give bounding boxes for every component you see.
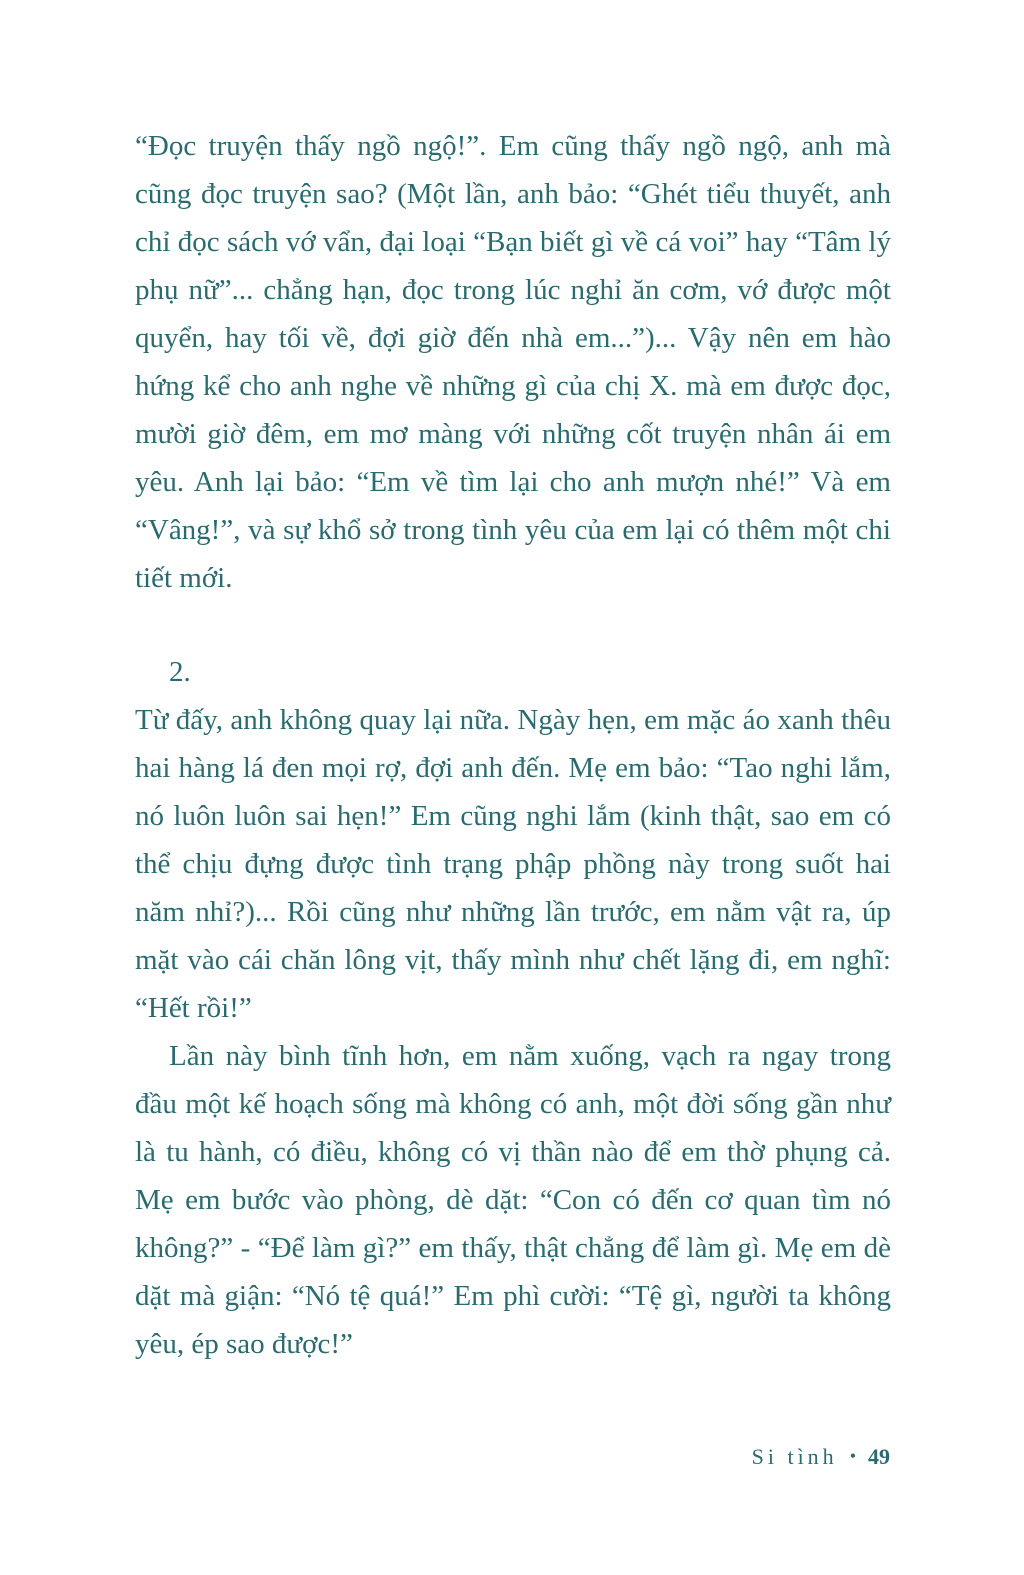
page-footer bbox=[752, 1444, 890, 1470]
paragraph: Lần này bình tĩnh hơn, em nằm xuống, vạch ra ngay trong đầu một kế hoạch sống mà không có anh, một đời sống gần như là tu hành, có điều, không có vị thần nào để em thờ phụng cả. Mẹ em bước vào phòng, dè dặt: “Con có đến cơ quan tìm nó không?” - “Để làm gì?” em thấy, thật chẳng để làm gì. Mẹ em dè dặt mà giận: “Nó tệ quá!” Em phì cười: “Tệ gì, người ta không yêu, ép sao được!” bbox=[135, 1040, 891, 1360]
section-number: 2. bbox=[169, 656, 191, 688]
paragraph: Từ đấy, anh không quay lại nữa. Ngày hẹn, em mặc áo xanh thêu hai hàng lá đen mọi rợ, đợi anh đến. Mẹ em bảo: “Tao nghi lắm, nó luôn luôn sai hẹn!” Em cũng nghi lắm (kinh thật, sao em có thể chịu đựng được tình trạng phập phồng này trong suốt hai năm nhỉ?)... Rồi cũng như những lần trước, em nằm vật ra, úp mặt vào cái chăn lông vịt, thấy mình như chết lặng đi, em nghĩ: “Hết rồi!” bbox=[135, 704, 891, 1024]
running-footer-title: Si tình bbox=[751, 1444, 838, 1469]
page-number: 49 bbox=[868, 1444, 890, 1469]
page-text-block bbox=[135, 122, 891, 1368]
footer-separator-bullet: • bbox=[849, 1446, 856, 1466]
paragraph-continuation: “Đọc truyện thấy ngồ ngộ!”. Em cũng thấy ngồ ngộ, anh mà cũng đọc truyện sao? (Một lần, anh bảo: “Ghét tiểu thuyết, anh chỉ đọc sách vớ vẩn, đại loại “Bạn biết gì về cá voi” hay “Tâm lý phụ nữ”... chẳng hạn, đọc trong lúc nghỉ ăn cơm, vớ được một quyển, hay tối về, đợi giờ đến nhà em...”)... Vậy nên em hào hứng kể cho anh nghe về những gì của chị X. mà em được đọc, mười giờ đêm, em mơ màng với những cốt truyện nhân ái em yêu. Anh lại bảo: “Em về tìm lại cho anh mượn nhé!” Và em “Vâng!”, và sự khổ sở trong tình yêu của em lại có thêm một chi tiết mới. bbox=[135, 130, 891, 594]
